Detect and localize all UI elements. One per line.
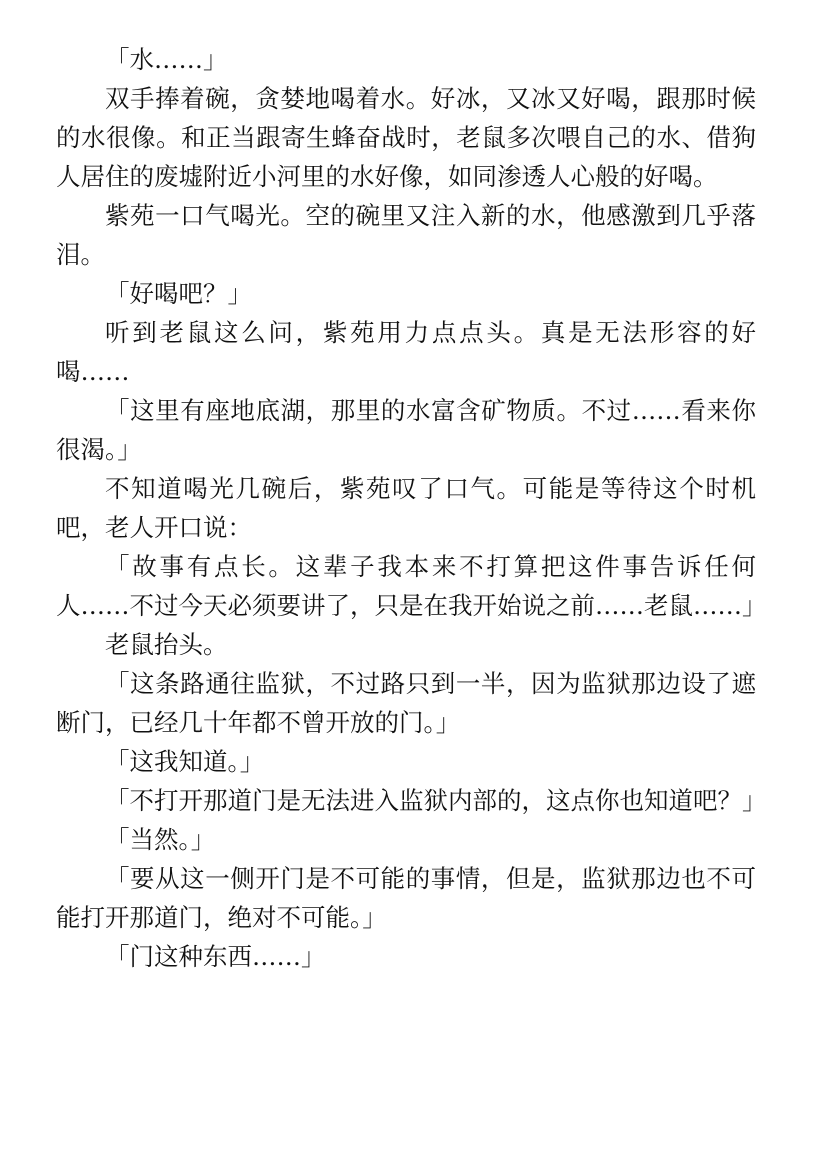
paragraph: 「这条路通往监狱，不过路只到一半，因为监狱那边设了遮断门，已经几十年都不曾开放的门。」 bbox=[56, 669, 756, 737]
paragraph: 「当然。」 bbox=[105, 825, 216, 854]
paragraph: 双手捧着碗，贪婪地喝着水。好冰，又冰又好喝，跟那时候的水很像。和正当跟寄生蜂奋战时，老鼠多次喂自己的水、借狗人居住的废墟附近小河里的水好像，如同渗透人心般的好喝。 bbox=[56, 84, 756, 191]
paragraph: 「这里有座地底湖，那里的水富含矿物质。不过……看来你很渴。」 bbox=[56, 396, 756, 464]
document-page bbox=[56, 40, 767, 976]
paragraph: 老鼠抬头。 bbox=[105, 630, 228, 659]
paragraph: 紫苑一口气喝光。空的碗里又注入新的水，他感激到几乎落泪。 bbox=[56, 201, 756, 269]
paragraph: 不知道喝光几碗后，紫苑叹了口气。可能是等待这个时机吧，老人开口说： bbox=[56, 474, 756, 542]
paragraph: 「这我知道。」 bbox=[105, 747, 265, 776]
paragraph: 「故事有点长。这辈子我本来不打算把这件事告诉任何人……不过今天必须要讲了，只是在我开始说之前……老鼠……」 bbox=[56, 552, 767, 620]
paragraph: 听到老鼠这么问，紫苑用力点点头。真是无法形容的好喝…… bbox=[56, 318, 756, 386]
paragraph: 「要从这一侧开门是不可能的事情，但是，监狱那边也不可能打开那道门，绝对不可能。」 bbox=[56, 864, 756, 932]
paragraph: 「门这种东西……」 bbox=[105, 942, 326, 971]
paragraph: 「不打开那道门是无法进入监狱内部的，这点你也知道吧？」 bbox=[105, 786, 767, 815]
paragraph: 「水……」 bbox=[105, 45, 228, 74]
paragraph: 「好喝吧？」 bbox=[105, 279, 252, 308]
